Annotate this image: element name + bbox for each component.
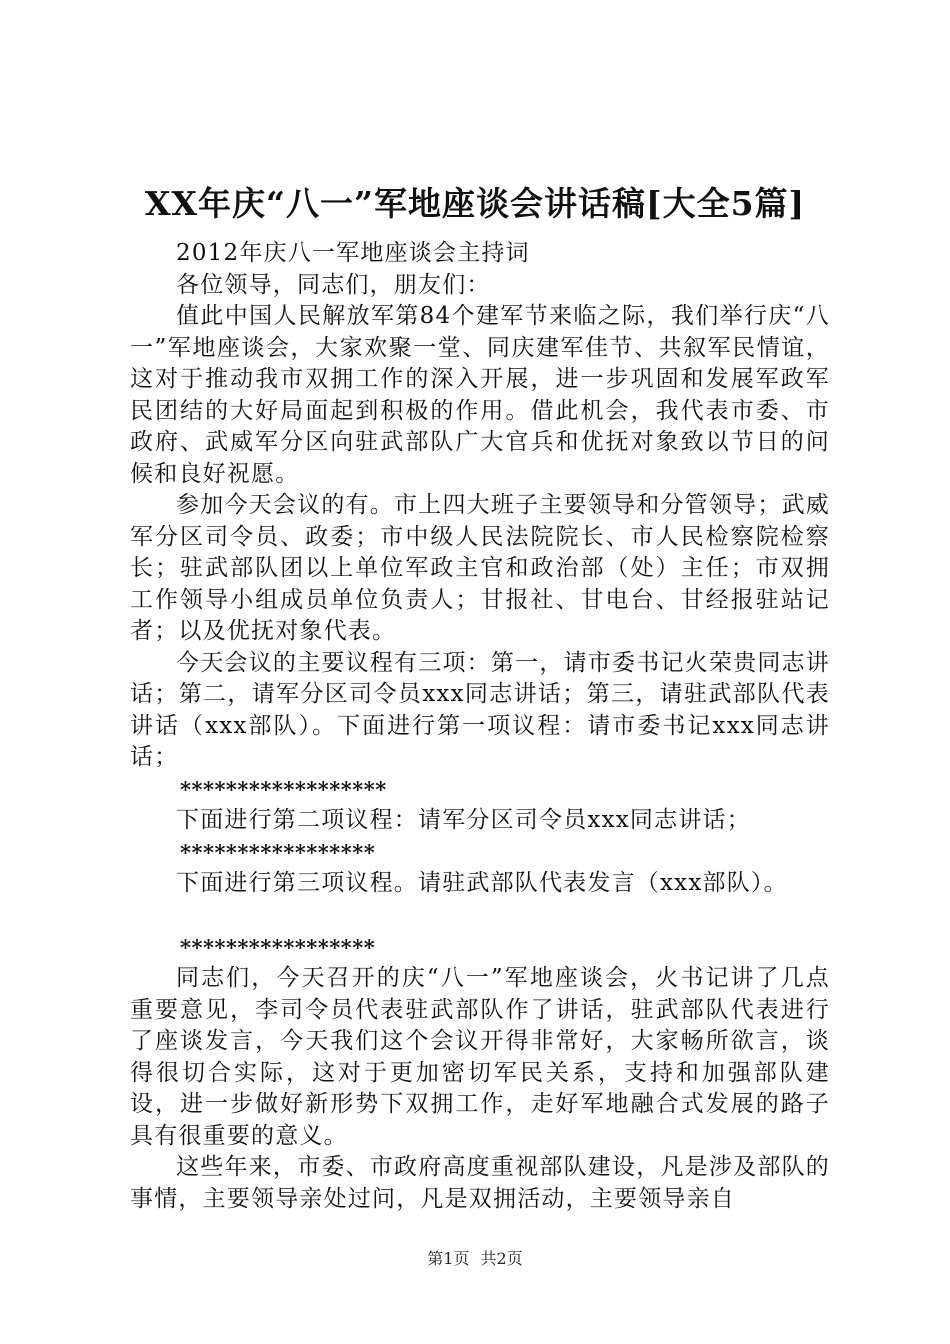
page-total: 共2页 [480,1249,523,1268]
paragraph-1: 值此中国人民解放军第84个建军节来临之际，我们举行庆“八一”军地座谈会，大家欢聚一堂、同庆建军佳节、共叙军民情谊，这对于推动我市双拥工作的深入开展，进一步巩固和发展军政军民团结的大好局面起到积极的作用。借此机会，我代表市委、市政府、武威军分区向驻武部队广大官兵和优抚对象致以节日的问候和良好祝愿。 [130,303,830,487]
separator-1: ****************** [180,776,387,802]
closing-paragraph-2: 这些年来，市委、市政府高度重视部队建设，凡是涉及部队的事情，主要领导亲处过问，凡是双拥活动，主要领导亲自 [130,1154,830,1212]
subtitle: 2012年庆八一军地座谈会主持词 [176,240,530,266]
closing-paragraph-1: 同志们，今天召开的庆“八一”军地座谈会，火书记讲了几点重要意见，李司令员代表驻武部队作了讲话，驻武部队代表进行了座谈发言，今天我们这个会议开得非常好，大家畅所欲言，谈得很切合实际，这对于更加密切军民关系，支持和加强部队建设，进一步做好新形势下双拥工作，走好军地融合式发展的路子具有很重要的意义。 [130,965,830,1149]
paragraph-3: 今天会议的主要议程有三项：第一，请市委书记火荣贵同志讲话；第二，请军分区司令员xxx同志讲话；第三，请驻武部队代表讲话（xxx部队）。下面进行第一项议程：请市委书记xxx同志讲话； [130,649,830,770]
greeting: 各位领导，同志们，朋友们： [176,271,491,298]
paragraph-2: 参加今天会议的有。市上四大班子主要领导和分管领导；武威军分区司令员、政委；市中级人民法院院长、市人民检察院检察长；驻武部队团以上单位军政主官和政治部（处）主任；市双拥工作领导小组成员单位负责人；甘报社、甘电台、甘经报驻站记者；以及优抚对象代表。 [130,492,830,644]
page-footer [0,1246,950,1269]
document-title: XX年庆“八一”军地座谈会讲话稿[大全5篇] [144,184,806,223]
agenda-item-2: 下面进行第二项议程：请军分区司令员xxx同志讲话； [176,807,751,833]
document-body [130,238,830,1215]
page-number: 第1页 [427,1249,470,1268]
blank-line [130,900,830,932]
agenda-item-3: 下面进行第三项议程。请驻武部队代表发言（xxx部队）。 [176,870,788,896]
separator-2: ***************** [180,839,376,865]
separator-3: ***************** [180,934,376,960]
